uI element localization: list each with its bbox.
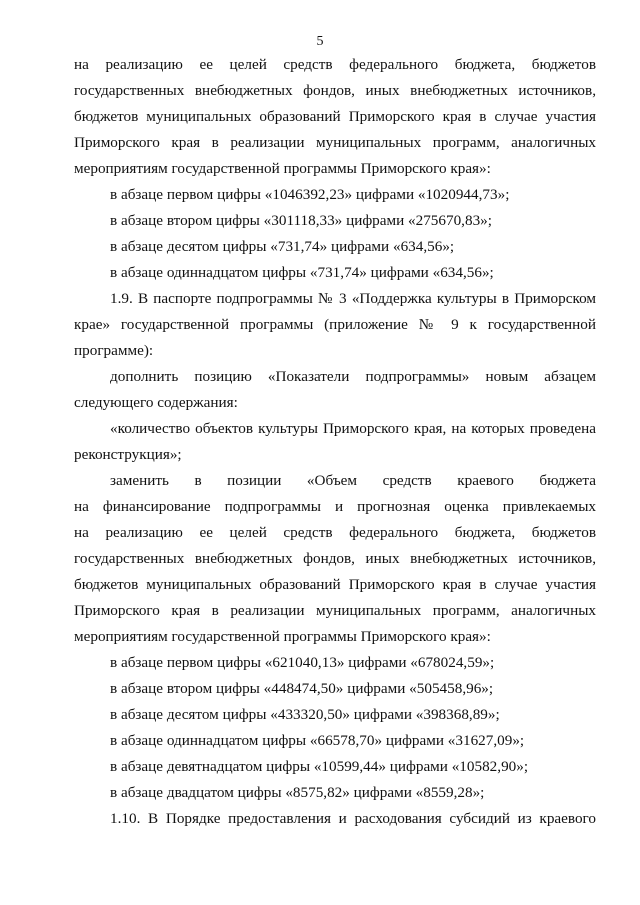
text-line: крае» государственной программы (приложение № 9 к государственной bbox=[74, 316, 596, 333]
text-line: в абзаце втором цифры «448474,50» цифрами «505458,96»; bbox=[110, 680, 494, 697]
text-line: государственных внебюджетных фондов, иных внебюджетных источников, bbox=[74, 550, 596, 567]
text-line: реконструкция»; bbox=[74, 446, 182, 463]
text-line: государственных внебюджетных фондов, иных внебюджетных источников, bbox=[74, 82, 596, 99]
text-line: 1.9. В паспорте подпрограммы № 3 «Поддержка культуры в Приморском bbox=[110, 290, 596, 307]
text-line: в абзаце первом цифры «1046392,23» цифрами «1020944,73»; bbox=[110, 186, 510, 203]
text-line: на финансирование подпрограммы и прогнозная оценка привлекаемых bbox=[74, 498, 596, 515]
text-line: Приморского края в реализации муниципальных программ, аналогичных bbox=[74, 134, 596, 151]
text-line: на реализацию ее целей средств федерального бюджета, бюджетов bbox=[74, 56, 596, 73]
text-line: следующего содержания: bbox=[74, 394, 238, 411]
text-line: на реализацию ее целей средств федерального бюджета, бюджетов bbox=[74, 524, 596, 541]
text-line: Приморского края в реализации муниципальных программ, аналогичных bbox=[74, 602, 596, 619]
text-line: в абзаце втором цифры «301118,33» цифрами «275670,83»; bbox=[110, 212, 492, 229]
text-line: бюджетов муниципальных образований Приморского края в случае участия bbox=[74, 576, 596, 593]
text-line: мероприятиям государственной программы Приморского края»: bbox=[74, 628, 491, 645]
text-line: программе): bbox=[74, 342, 154, 359]
text-line: «количество объектов культуры Приморского края, на которых проведена bbox=[110, 420, 596, 437]
text-line: в абзаце десятом цифры «433320,50» цифрами «398368,89»; bbox=[110, 706, 500, 723]
text-line: в абзаце одиннадцатом цифры «66578,70» цифрами «31627,09»; bbox=[110, 732, 525, 749]
page-number: 5 bbox=[316, 34, 324, 49]
text-line: заменить в позиции «Объем средств краевого бюджета bbox=[110, 472, 596, 489]
text-line: мероприятиям государственной программы Приморского края»: bbox=[74, 160, 491, 177]
text-line: в абзаце одиннадцатом цифры «731,74» цифрами «634,56»; bbox=[110, 264, 494, 281]
text-line: в абзаце десятом цифры «731,74» цифрами «634,56»; bbox=[110, 238, 455, 255]
text-line: бюджетов муниципальных образований Приморского края в случае участия bbox=[74, 108, 596, 125]
text-line: дополнить позицию «Показатели подпрограммы» новым абзацем bbox=[110, 368, 596, 385]
text-line: 1.10. В Порядке предоставления и расходования субсидий из краевого bbox=[110, 810, 596, 827]
text-line: в абзаце первом цифры «621040,13» цифрами «678024,59»; bbox=[110, 654, 495, 671]
text-line: в абзаце двадцатом цифры «8575,82» цифрами «8559,28»; bbox=[110, 784, 485, 801]
text-line: в абзаце девятнадцатом цифры «10599,44» цифрами «10582,90»; bbox=[110, 758, 529, 775]
